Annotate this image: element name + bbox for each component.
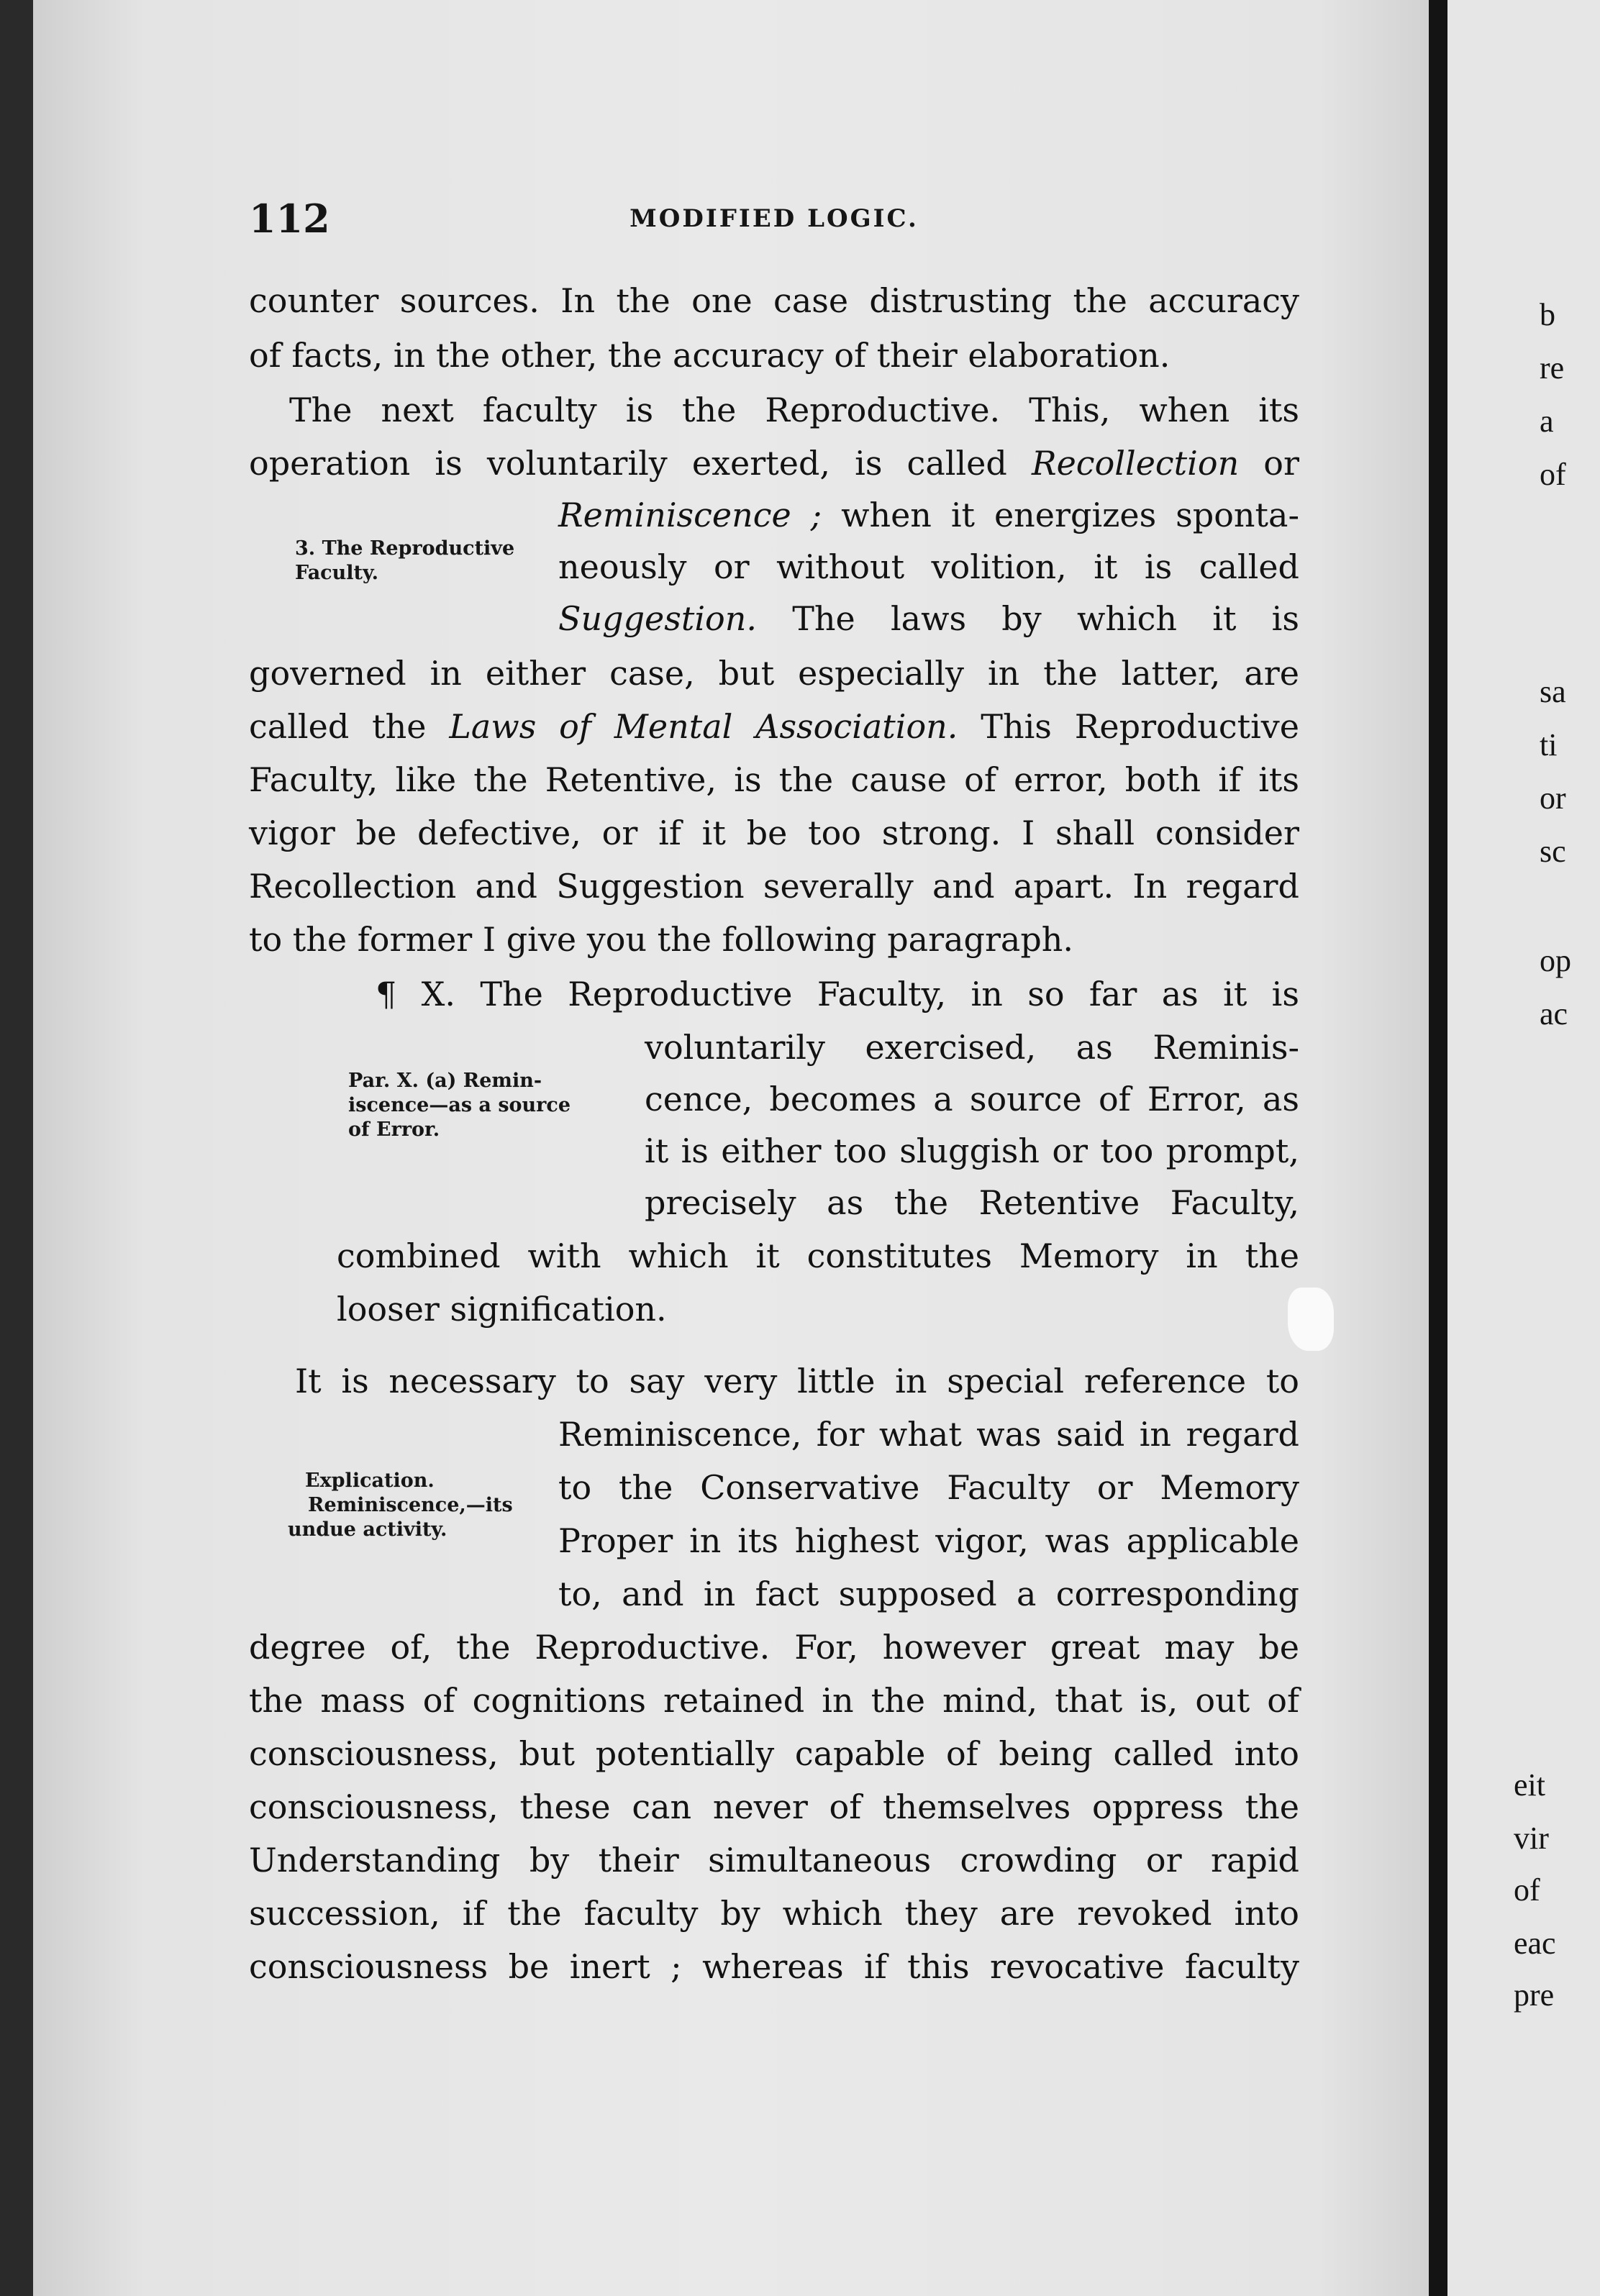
margin-note-line: Par. X. (a) Remin- [348,1070,542,1092]
text-line: consciousness be inert ; whereas if this revocative faculty [249,1947,1299,1986]
text-line: The next faculty is the Reproductive. This, when its [289,391,1299,429]
italic-term: Suggestion. [558,599,757,638]
facing-fragment: ti [1540,727,1558,762]
text-line: governed in either case, but especially in the latter, are [249,654,1299,693]
facing-fragment: sc [1540,834,1566,869]
text-line: neously or without volition, it is called [558,547,1299,586]
text-line: Faculty, like the Retentive, is the cause of error, both if its [249,760,1299,799]
page-gutter [1429,0,1447,2296]
italic-term: Laws of Mental Association. [449,707,958,746]
page-header [249,196,1299,242]
text-line: looser signification. [337,1290,667,1329]
facing-fragment: vir [1514,1821,1549,1856]
margin-note-line: of Error. [348,1119,440,1141]
text-line: consciousness, but potentially capable of being called into [249,1734,1299,1773]
text-line: operation is voluntarily exerted, is called Recollection or [249,444,1299,483]
text-line: voluntarily exercised, as Reminis- [645,1028,1299,1067]
facing-fragment: pre [1514,1977,1555,2013]
facing-fragment: sa [1540,674,1566,709]
text-line: vigor be defective, or if it be too strong. I shall consider [249,814,1299,852]
facing-fragment: op [1540,943,1571,978]
italic-term: Recollection [1031,444,1240,483]
facing-fragment: eac [1514,1926,1556,1961]
margin-note [348,1069,571,1142]
running-head: MODIFIED LOGIC. [629,204,919,233]
text-line: cence, becomes a source of Error, as [645,1080,1299,1119]
margin-note [295,537,514,586]
text-line: consciousness, these can never of themselves oppress the [249,1787,1299,1826]
text-line: Recollection and Suggestion severally and apart. In regard [249,867,1299,906]
margin-note-line: 3. The Reproductive [295,537,515,560]
text-line: Reminiscence ; when it energizes sponta- [558,496,1299,534]
facing-page-edge [1447,0,1600,2296]
facing-fragment: of [1540,457,1566,492]
text-line: of facts, in the other, the accuracy of their elaboration. [249,336,1171,375]
paper-blemish [1288,1288,1334,1351]
margin-note-line: iscence—as a source [348,1094,571,1116]
text-line: precisely as the Retentive Faculty, [645,1183,1299,1222]
facing-fragment: re [1540,350,1565,386]
facing-fragment: ac [1540,996,1568,1031]
margin-note [288,1469,513,1542]
margin-note-line: Explication. [305,1470,435,1492]
text-line: to, and in fact supposed a corresponding [558,1575,1299,1613]
page-number: 112 [249,196,330,242]
italic-term: Reminiscence ; [558,496,822,534]
margin-note-line: Reminiscence,—its [308,1494,513,1516]
text-line: Reminiscence, for what was said in regard [558,1415,1299,1454]
facing-fragment: eit [1514,1767,1545,1803]
facing-fragment: of [1514,1872,1540,1908]
text-line: It is necessary to say very little in special reference to [295,1362,1299,1400]
text-line: to the Conservative Faculty or Memory [558,1468,1299,1507]
margin-note-line: Faculty. [295,562,378,584]
margin-note-line: undue activity. [288,1518,447,1541]
text-line: ¶ X. The Reproductive Faculty, in so far as it is [376,975,1299,1013]
text-line: combined with which it constitutes Memory in the [337,1236,1299,1275]
facing-fragment: a [1540,404,1554,439]
text-line: Suggestion. The laws by which it is [558,599,1299,638]
binding-edge [0,0,33,2296]
text-line: Proper in its highest vigor, was applicable [558,1521,1299,1560]
facing-fragment: b [1540,297,1555,332]
text-line: counter sources. In the one case distrusting the accuracy [249,281,1299,320]
text-line: to the former I give you the following paragraph. [249,920,1074,959]
facing-fragment: or [1540,780,1566,816]
text-line: succession, if the faculty by which they are revoked into [249,1894,1299,1933]
text-line: Understanding by their simultaneous crowding or rapid [249,1841,1299,1880]
text-line: the mass of cognitions retained in the mind, that is, out of [249,1681,1299,1720]
text-line: called the Laws of Mental Association. This Reproductive [249,707,1299,746]
text-line: degree of, the Reproductive. For, however great may be [249,1628,1299,1667]
text-line: it is either too sluggish or too prompt, [645,1131,1299,1170]
